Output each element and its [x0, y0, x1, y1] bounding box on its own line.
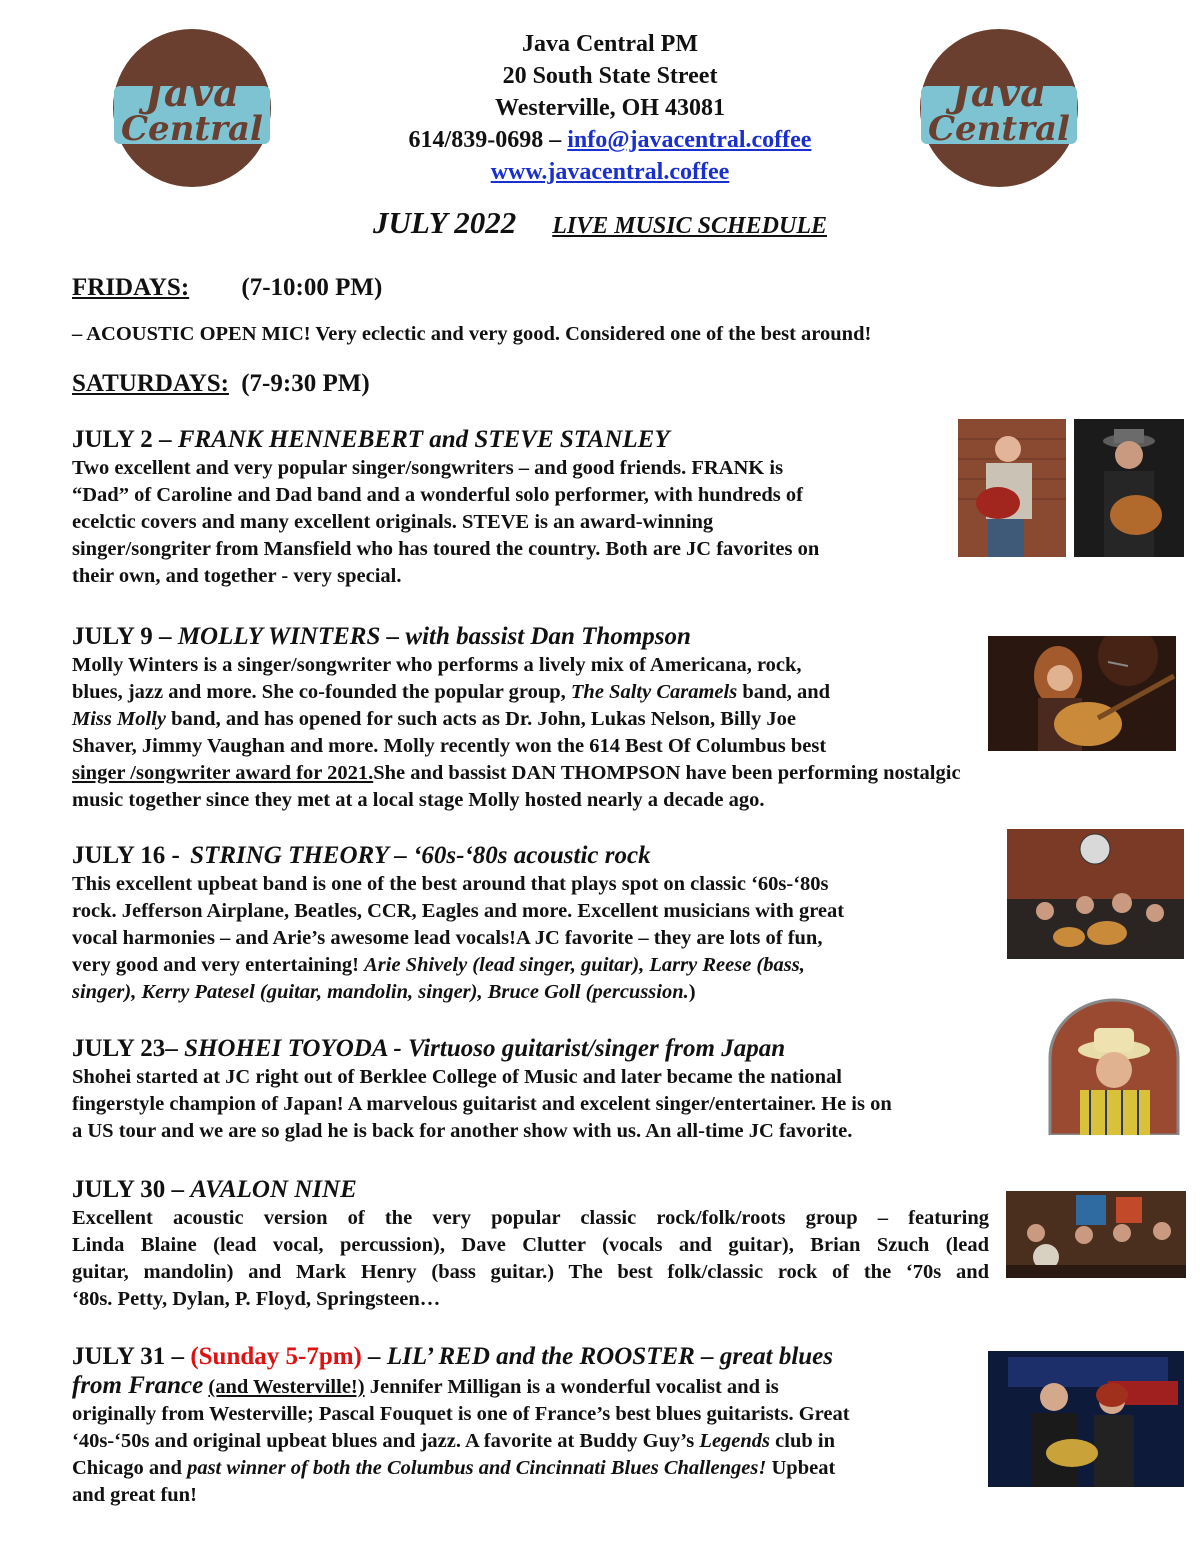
event-name: AVALON NINE: [190, 1176, 357, 1203]
event-line: fingerstyle champion of Japan! A marvelous guitarist and excelent singer/entertainer. He is on: [72, 1093, 892, 1115]
performer-photo-steve: [1074, 419, 1184, 557]
schedule-title: [0, 205, 1200, 241]
fridays-description: – ACOUSTIC OPEN MIC! Very eclectic and very good. Considered one of the best around!: [72, 323, 872, 345]
saturdays-label: SATURDAYS:: [72, 370, 229, 397]
svg-text:Java: Java: [951, 69, 1047, 116]
event-line: originally from Westerville; Pascal Fouquet is one of France’s best blues guitarists. Great: [72, 1403, 850, 1425]
event-line: a US tour and we are so glad he is back for another show with us. An all-time JC favorite.: [72, 1120, 853, 1142]
event-date: JULY 9 –: [72, 623, 172, 650]
event-title: [72, 425, 952, 455]
event-text: She and bassist DAN THOMPSON have been performing nostalgic: [373, 762, 961, 784]
event-title: [72, 1342, 982, 1372]
event-title: [72, 841, 972, 871]
performer-photo-frank: [958, 419, 1066, 557]
event-line: music together since they met at a local stage Molly hosted nearly a decade ago.: [72, 789, 765, 811]
band-name: The Salty Caramels: [570, 681, 738, 703]
event-text: ): [688, 981, 696, 1003]
schedule-subtitle: LIVE MUSIC SCHEDULE: [552, 213, 827, 239]
svg-text:Central: Central: [121, 109, 263, 149]
event-title: [72, 1034, 1032, 1064]
event-title: [72, 1175, 989, 1205]
performer-photo-shohei: [1044, 998, 1184, 1135]
event-date: JULY 16 -: [72, 842, 180, 869]
event-july31: [72, 1342, 982, 1509]
event-name: FRANK HENNEBERT and STEVE STANLEY: [177, 426, 670, 453]
java-central-logo-right: [915, 28, 1083, 188]
event-line: This excellent upbeat band is one of the best around that plays spot on classic ‘60s-‘80s: [72, 873, 829, 895]
event-line: [72, 979, 972, 1006]
event-line: [72, 1428, 982, 1455]
event-text: vocal harmonies – and Arie’s awesome lead vocals!: [72, 927, 516, 949]
event-line: ecelctic covers and many excellent originals. STEVE is an award-winning: [72, 511, 714, 533]
java-central-logo-left: [108, 28, 276, 188]
event-name: – LIL’ RED and the ROOSTER – great blues: [368, 1343, 834, 1370]
venue-city: Westerville, OH 43081: [495, 95, 725, 121]
event-text: club in: [775, 1430, 835, 1452]
event-july2: [72, 425, 952, 590]
event-name: from France: [72, 1372, 204, 1399]
event-line: [72, 952, 972, 979]
event-text: very good and very entertaining!: [72, 954, 359, 976]
event-line: their own, and together - very special.: [72, 565, 402, 587]
event-line: Two excellent and very popular singer/songwriters – and good friends. FRANK is: [72, 457, 784, 479]
event-line: Linda Blaine (lead vocal, percussion), Dave Clutter (vocals and guitar), Brian Szuch (lead: [72, 1234, 989, 1256]
event-line: “Dad” of Caroline and Dad band and a wonderful solo performer, with hundreds of: [72, 484, 803, 506]
event-line: ‘80s. Petty, Dylan, P. Floyd, Springsteen…: [72, 1288, 441, 1310]
fridays-label: FRIDAYS:: [72, 274, 190, 301]
svg-text:Java: Java: [144, 69, 240, 116]
event-text: (and Westerville!): [208, 1376, 365, 1398]
fridays-time: (7-10:00 PM): [241, 274, 383, 301]
website-link[interactable]: www.javacentral.coffee: [490, 159, 730, 185]
event-text: Chicago and: [72, 1457, 182, 1479]
event-line: guitar, mandolin) and Mark Henry (bass guitar.) The best folk/classic rock of the ‘70s and: [72, 1261, 989, 1283]
event-text: blues, jazz and more. She co-founded the popular group,: [72, 681, 566, 703]
event-name: MOLLY WINTERS – with bassist Dan Thompson: [177, 623, 691, 650]
event-date: JULY 31 –: [72, 1343, 185, 1370]
event-name: SHOHEI TOYODA - Virtuoso guitarist/singer from Japan: [184, 1035, 786, 1062]
performer-photo-avalon-nine: [1006, 1191, 1186, 1278]
event-time-note: (Sunday 5-7pm): [190, 1343, 362, 1370]
svg-text:Central: Central: [928, 109, 1070, 149]
band-name: Miss Molly: [72, 708, 166, 730]
performer-photo-lil-red: [988, 1351, 1184, 1487]
band-members: singer), Kerry Patesel (guitar, mandolin, singer), Bruce Goll (percussion.: [72, 981, 689, 1003]
event-line: Shohei started at JC right out of Berklee College of Music and later became the national: [72, 1066, 842, 1088]
event-text: Upbeat: [771, 1457, 836, 1479]
event-text: A JC favorite – they are lots of fun,: [515, 927, 823, 949]
fridays-heading: [72, 274, 382, 302]
event-line: and great fun!: [72, 1484, 197, 1506]
performer-photo-molly: [988, 636, 1176, 751]
event-line: Shaver, Jimmy Vaughan and more. Molly recently won the 614 Best Of Columbus best: [72, 735, 827, 757]
event-date: JULY 23–: [72, 1035, 178, 1062]
event-line: [72, 925, 972, 952]
event-line: [72, 1455, 982, 1482]
event-july16: [72, 841, 972, 1006]
event-text: ‘40s-‘50s and original upbeat blues and jazz. A favorite at Buddy Guy’s: [72, 1430, 695, 1452]
venue-name: Java Central PM: [522, 31, 698, 57]
venue-phone: 614/839-0698 –: [408, 127, 562, 153]
month-title: JULY 2022: [373, 205, 517, 240]
event-line: [72, 1372, 982, 1401]
event-text: band, and: [742, 681, 831, 703]
event-text: Jennifer Milligan is a wonderful vocalist and is: [369, 1376, 779, 1398]
award-text: singer /songwriter award for 2021.: [72, 762, 374, 784]
venue-contact: [300, 124, 920, 156]
event-line: singer/songriter from Mansfield who has toured the country. Both are JC favorites on: [72, 538, 820, 560]
event-date: JULY 30 –: [72, 1176, 185, 1203]
event-line: [72, 760, 1192, 787]
email-link[interactable]: info@javacentral.coffee: [567, 127, 812, 153]
saturdays-time: (7-9:30 PM): [241, 370, 370, 397]
event-text: band, and has opened for such acts as Dr. John, Lukas Nelson, Billy Joe: [171, 708, 796, 730]
saturdays-heading: [72, 370, 370, 398]
band-members: Arie Shively (lead singer, guitar), Larry Reese (bass,: [364, 954, 805, 976]
event-line: Molly Winters is a singer/songwriter who performs a lively mix of Americana, rock,: [72, 654, 802, 676]
event-line: rock. Jefferson Airplane, Beatles, CCR, Eagles and more. Excellent musicians with great: [72, 900, 845, 922]
event-july30: [72, 1175, 989, 1313]
event-july23: [72, 1034, 1032, 1145]
club-name: Legends: [699, 1430, 771, 1452]
event-line: Excellent acoustic version of the very popular classic rock/folk/roots group – featuring: [72, 1207, 989, 1229]
event-name: STRING THEORY – ‘60s-‘80s acoustic rock: [190, 842, 651, 869]
venue-street: 20 South State Street: [502, 63, 718, 89]
award-text: past winner of both the Columbus and Cincinnati Blues Challenges!: [187, 1457, 767, 1479]
venue-header: [300, 28, 920, 188]
event-date: JULY 2 –: [72, 426, 172, 453]
performer-photo-string-theory: [1007, 829, 1184, 959]
